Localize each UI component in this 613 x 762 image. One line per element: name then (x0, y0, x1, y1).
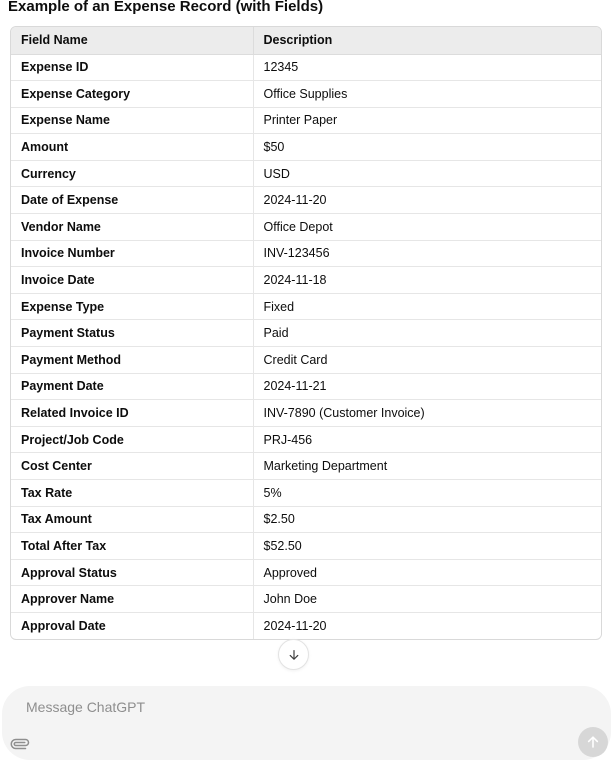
description-cell: Paid (253, 320, 601, 347)
field-name-cell: Approval Status (11, 559, 253, 586)
description-cell: $52.50 (253, 533, 601, 560)
field-name-cell: Amount (11, 134, 253, 161)
field-name-cell: Expense Type (11, 293, 253, 320)
description-cell: John Doe (253, 586, 601, 613)
description-cell: Office Depot (253, 214, 601, 241)
description-cell: INV-7890 (Customer Invoice) (253, 400, 601, 427)
description-cell: 2024-11-20 (253, 187, 601, 214)
field-name-cell: Approver Name (11, 586, 253, 613)
description-cell: 2024-11-18 (253, 267, 601, 294)
table-header-row (11, 27, 601, 54)
description-cell: Approved (253, 559, 601, 586)
field-name-cell: Invoice Number (11, 240, 253, 267)
table-row (11, 240, 601, 267)
description-cell: $2.50 (253, 506, 601, 533)
field-name-cell: Vendor Name (11, 214, 253, 241)
table-row (11, 187, 601, 214)
scroll-to-bottom-button[interactable] (278, 639, 309, 670)
field-name-cell: Total After Tax (11, 533, 253, 560)
down-arrow-icon (287, 648, 301, 662)
description-cell: 5% (253, 480, 601, 507)
table-row (11, 453, 601, 480)
table-row (11, 426, 601, 453)
description-cell: PRJ-456 (253, 426, 601, 453)
table-row (11, 533, 601, 560)
field-name-cell: Invoice Date (11, 267, 253, 294)
table-row (11, 373, 601, 400)
description-cell: USD (253, 160, 601, 187)
description-cell: $50 (253, 134, 601, 161)
table-row (11, 400, 601, 427)
page-title: Example of an Expense Record (with Fields) (8, 0, 324, 15)
table (11, 27, 601, 639)
table-row (11, 612, 601, 639)
table-row (11, 81, 601, 108)
description-cell: Office Supplies (253, 81, 601, 108)
table-row (11, 134, 601, 161)
attach-button[interactable] (8, 732, 32, 756)
table-row (11, 559, 601, 586)
field-name-cell: Expense ID (11, 54, 253, 81)
table-row (11, 320, 601, 347)
field-name-cell: Expense Name (11, 107, 253, 134)
field-name-cell: Approval Date (11, 612, 253, 639)
description-cell: Credit Card (253, 347, 601, 374)
table-row (11, 107, 601, 134)
expense-record-table (10, 26, 602, 640)
message-composer (2, 686, 611, 760)
send-button[interactable] (578, 727, 608, 757)
table-row (11, 480, 601, 507)
table-row (11, 293, 601, 320)
table-row (11, 160, 601, 187)
field-name-cell: Payment Method (11, 347, 253, 374)
field-name-cell: Currency (11, 160, 253, 187)
table-row (11, 214, 601, 241)
field-name-cell: Payment Date (11, 373, 253, 400)
up-arrow-icon (585, 734, 601, 750)
field-name-cell: Tax Amount (11, 506, 253, 533)
description-cell: 12345 (253, 54, 601, 81)
field-name-cell: Date of Expense (11, 187, 253, 214)
table-row (11, 267, 601, 294)
column-header-field-name: Field Name (11, 27, 253, 54)
description-cell: Printer Paper (253, 107, 601, 134)
description-cell: Fixed (253, 293, 601, 320)
column-header-description: Description (253, 27, 601, 54)
field-name-cell: Project/Job Code (11, 426, 253, 453)
description-cell: 2024-11-21 (253, 373, 601, 400)
field-name-cell: Tax Rate (11, 480, 253, 507)
description-cell: Marketing Department (253, 453, 601, 480)
table-row (11, 347, 601, 374)
paperclip-icon (7, 731, 32, 756)
table-row (11, 586, 601, 613)
field-name-cell: Cost Center (11, 453, 253, 480)
field-name-cell: Payment Status (11, 320, 253, 347)
description-cell: 2024-11-20 (263, 619, 327, 634)
table-row (11, 54, 601, 81)
field-name-cell: Expense Category (11, 81, 253, 108)
description-cell: INV-123456 (253, 240, 601, 267)
table-row (11, 506, 601, 533)
field-name-cell: Related Invoice ID (11, 400, 253, 427)
message-input[interactable]: Message ChatGPT (26, 699, 146, 715)
